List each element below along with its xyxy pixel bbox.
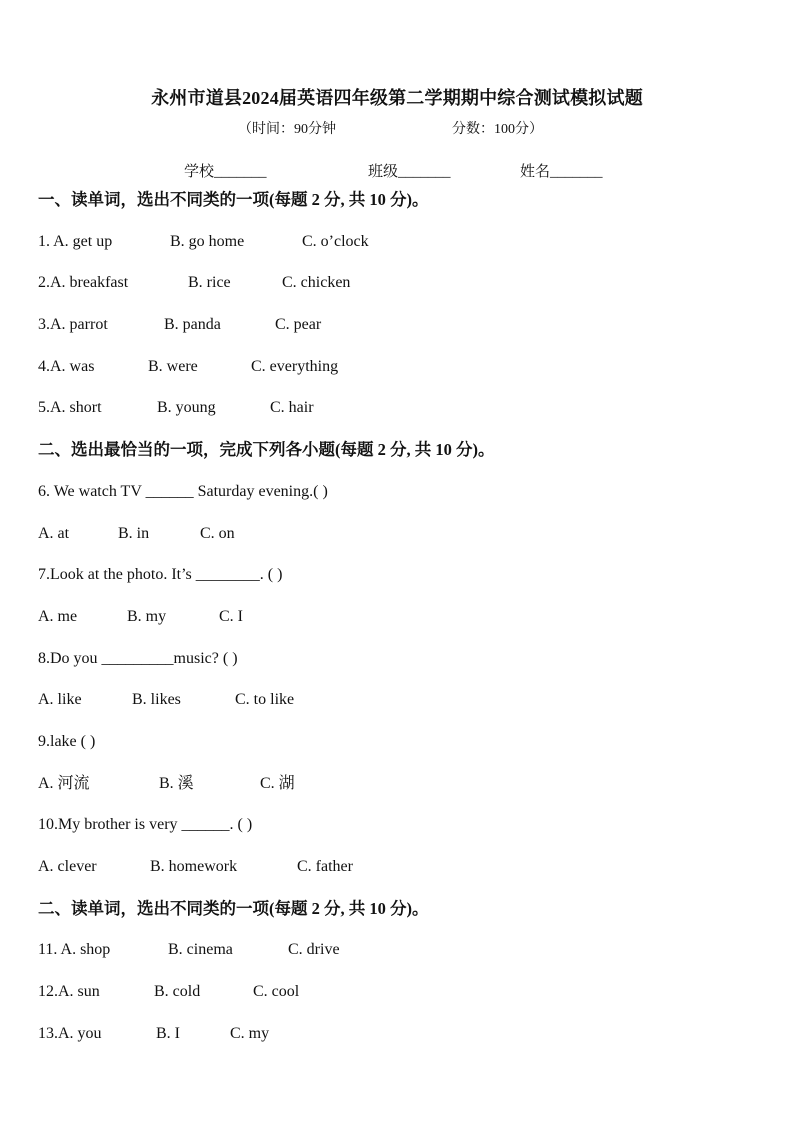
option-b: B. homework xyxy=(150,858,238,875)
option-b: B. in xyxy=(118,524,150,542)
option-c: C. everything xyxy=(251,357,339,375)
option-a: A. at xyxy=(38,524,70,542)
option-b: B. my xyxy=(127,607,167,625)
question-9-stem: 9.lake ( ) xyxy=(38,732,96,750)
option-b: B. go home xyxy=(170,232,245,250)
question-1 xyxy=(38,232,758,274)
section-3-heading: 二、读单词，选出不同类的一项(每题 2 分, 共 10 分)。 xyxy=(38,898,429,918)
option-a: 12.A. sun xyxy=(38,983,100,1001)
option-c: C. to like xyxy=(235,691,295,709)
option-c: C. drive xyxy=(288,941,340,959)
option-c: C. on xyxy=(200,524,235,542)
question-12 xyxy=(38,982,758,1024)
question-4 xyxy=(38,357,758,399)
exam-title: 永州市道县2024届英语四年级第二学期期中综合测试模拟试题 xyxy=(151,88,643,108)
option-c: C. 湖 xyxy=(260,774,295,792)
question-11 xyxy=(38,940,758,982)
option-c: C. hair xyxy=(270,399,314,417)
question-8-options xyxy=(38,690,758,732)
option-c: C. o’clock xyxy=(302,232,369,250)
name-field: 姓名_______ xyxy=(520,164,603,180)
option-a: A. like xyxy=(38,691,82,709)
question-3 xyxy=(38,315,758,357)
school-field: 学校_______ xyxy=(184,164,267,180)
option-b: B. likes xyxy=(132,691,181,709)
question-6-options xyxy=(38,524,758,566)
option-c: C. chicken xyxy=(282,274,351,292)
option-b: B. cold xyxy=(154,983,201,1001)
exam-score: 分数：100分） xyxy=(452,122,543,137)
option-c: C. I xyxy=(219,607,243,625)
class-field: 班级_______ xyxy=(368,164,451,180)
option-b: B. rice xyxy=(188,274,231,292)
option-a: 2.A. breakfast xyxy=(38,274,129,292)
option-c: C. father xyxy=(297,858,353,875)
option-a: A. 河流 xyxy=(38,774,90,792)
option-a: A. me xyxy=(38,607,78,625)
option-a: A. clever xyxy=(38,858,97,875)
option-c: C. my xyxy=(230,1024,270,1042)
option-a: 11. A. shop xyxy=(38,941,111,959)
option-b: B. were xyxy=(148,357,198,375)
exam-time: （时间：90分钟 xyxy=(238,122,336,137)
question-9-options xyxy=(38,774,758,816)
section-1-heading: 一、读单词，选出不同类的一项(每题 2 分, 共 10 分)。 xyxy=(38,190,429,209)
option-a: 5.A. short xyxy=(38,399,102,417)
section-2-heading: 二、选出最恰当的一项，完成下列各小题(每题 2 分, 共 10 分)。 xyxy=(38,440,495,460)
option-b: B. panda xyxy=(164,316,221,334)
option-a: 3.A. parrot xyxy=(38,316,108,334)
option-a: 13.A. you xyxy=(38,1024,102,1042)
option-b: B. I xyxy=(156,1024,180,1042)
exam-content xyxy=(38,190,758,1065)
option-b: B. young xyxy=(157,399,216,417)
question-10-stem: 10.My brother is very ______. ( ) xyxy=(38,816,253,834)
option-a: 1. A. get up xyxy=(38,232,113,250)
question-8-stem: 8.Do you _________music? ( ) xyxy=(38,649,238,667)
question-5 xyxy=(38,398,758,440)
question-10-options xyxy=(38,857,758,899)
question-6-stem: 6. We watch TV ______ Saturday evening.( ) xyxy=(38,482,328,500)
option-c: C. cool xyxy=(253,983,300,1001)
question-13 xyxy=(38,1024,758,1066)
question-2 xyxy=(38,273,758,315)
option-b: B. cinema xyxy=(168,941,233,959)
question-7-options xyxy=(38,607,758,649)
option-b: B. 溪 xyxy=(159,774,194,792)
option-c: C. pear xyxy=(275,316,322,334)
option-a: 4.A. was xyxy=(38,357,95,375)
question-7-stem: 7.Look at the photo. It’s ________. ( ) xyxy=(38,566,283,584)
